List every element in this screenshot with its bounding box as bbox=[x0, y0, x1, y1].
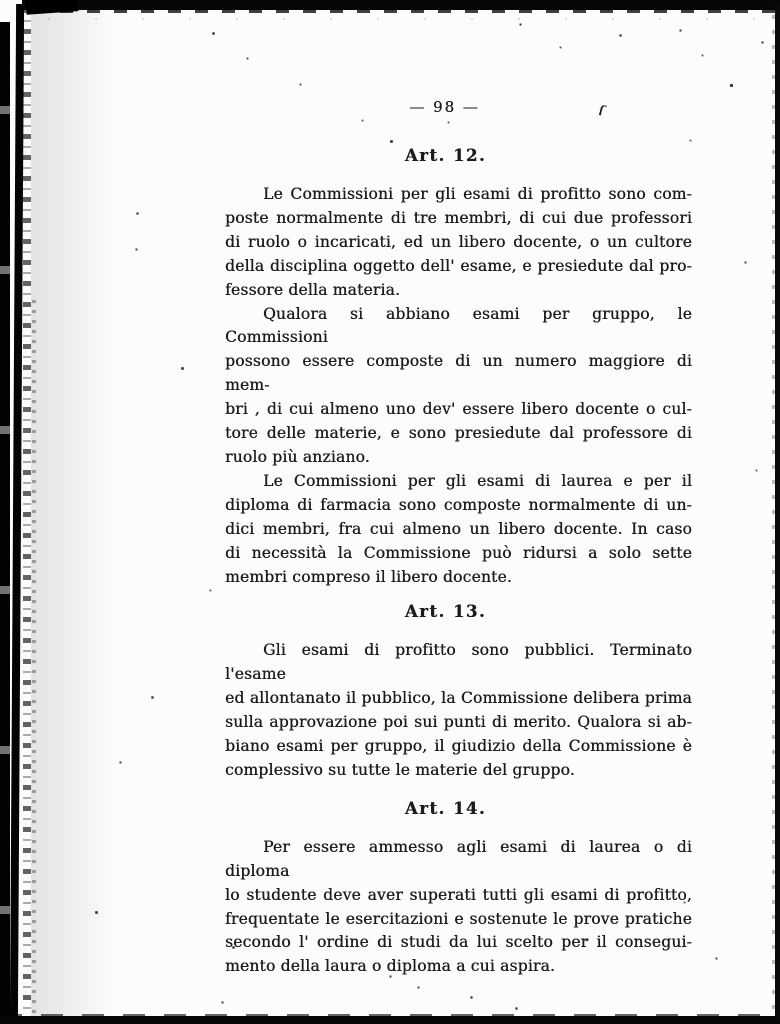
text-line: di necessità la Commissione può ridursi a solo sette bbox=[225, 543, 692, 562]
article-heading: Art. 14. bbox=[404, 798, 487, 818]
paragraph bbox=[225, 639, 692, 782]
paragraph bbox=[225, 183, 692, 303]
scan-edge-bottom-ragged bbox=[0, 1014, 780, 1017]
noise-speckles bbox=[0, 0, 1, 1]
text-line: diploma di farmacia sono composte normalmente di un- bbox=[225, 495, 692, 514]
article-section bbox=[225, 602, 692, 782]
article-section bbox=[225, 799, 692, 979]
text-line: complessivo su tutte le materie del gruppo. bbox=[225, 760, 575, 779]
articles-container bbox=[225, 146, 692, 979]
text-line: Le Commissioni per gli esami di profitto sono com- bbox=[263, 185, 692, 203]
book-binding-stripe bbox=[10, 4, 24, 1024]
book-binding-speckle-stripe bbox=[23, 8, 31, 1024]
scan-edge-right-flecks bbox=[772, 0, 775, 1024]
text-line: tore delle materie, e sono presiedute dal professore di bbox=[225, 424, 692, 443]
paragraph bbox=[225, 470, 692, 590]
text-line: di ruolo o incaricati, ed un libero docente, o un cultore bbox=[225, 232, 692, 251]
paragraph bbox=[225, 303, 692, 470]
text-line: frequentate le esercitazioni e sostenute le prove pratiche bbox=[225, 909, 692, 928]
scan-edge-right bbox=[775, 5, 780, 1019]
text-line: della disciplina oggetto dell' esame, e presiedute dal pro- bbox=[225, 256, 692, 275]
article-section bbox=[225, 146, 692, 589]
text-line: poste normalmente di tre membri, di cui due professori bbox=[225, 208, 692, 227]
article-heading: Art. 13. bbox=[404, 602, 487, 622]
paragraph bbox=[225, 836, 692, 979]
text-line: fessore della materia. bbox=[225, 280, 401, 299]
text-line: bri , di cui almeno uno dev' essere libero docente o cul- bbox=[225, 400, 692, 419]
text-line: sulla approvazione poi sui punti di merito. Qualora si ab- bbox=[225, 713, 692, 732]
text-line: membri compreso il libero docente. bbox=[225, 567, 512, 586]
book-binding-stripe bbox=[0, 22, 10, 1024]
gutter-shadow bbox=[31, 0, 116, 1024]
book-binding-speckle-stripe bbox=[32, 300, 36, 1024]
text-line: ed allontanato il pubblico, la Commissione delibera prima bbox=[225, 689, 692, 708]
text-block bbox=[225, 0, 692, 979]
text-line: secondo l' ordine di studi da lui scelto per il consegui- bbox=[225, 933, 692, 952]
text-line: Per essere ammesso agli esami di laurea o di diploma bbox=[225, 837, 692, 880]
text-line: Qualora si abbiano esami per gruppo, le Commissioni bbox=[225, 304, 692, 347]
text-line: Le Commissioni per gli esami di laurea e per il bbox=[263, 471, 692, 490]
text-line: Gli esami di profitto sono pubblici. Terminato l'esame bbox=[225, 641, 692, 684]
text-line: biano esami per gruppo, il giudizio della Commissione è bbox=[225, 737, 692, 756]
text-line: possono essere composte di un numero maggiore di mem- bbox=[225, 352, 692, 395]
text-line: dici membri, fra cui almeno un libero docente. In caso bbox=[225, 519, 692, 538]
scan-edge-bottom bbox=[0, 1016, 780, 1024]
text-line: ruolo più anziano. bbox=[225, 447, 370, 466]
article-heading: Art. 12. bbox=[404, 146, 487, 165]
page-number: — 98 — bbox=[409, 98, 480, 116]
text-line: lo studente deve aver superati tutti gli esami di profitto, bbox=[225, 885, 692, 904]
text-line: mento della laura o diploma a cui aspira. bbox=[225, 957, 556, 976]
